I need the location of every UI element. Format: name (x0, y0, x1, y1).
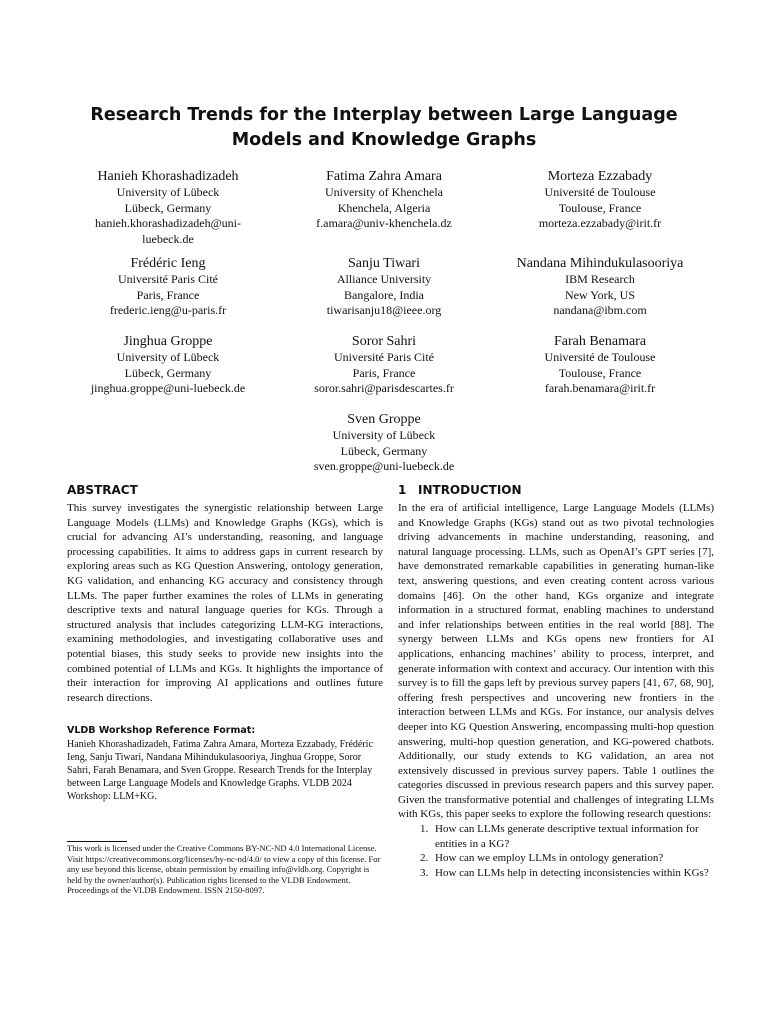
introduction-heading (398, 482, 714, 498)
author-location: Paris, France (352, 365, 416, 380)
author-name: Hanieh Khorashadizadeh (97, 169, 239, 184)
author-affiliation: IBM Research (565, 272, 635, 286)
author-name: Nandana Mihindukulasooriya (516, 256, 684, 271)
reference-format (67, 724, 383, 803)
author-name: Jinghua Groppe (123, 334, 213, 349)
author-name: Sven Groppe (347, 412, 421, 427)
question-text: How can LLMs help in detecting inconsistencies within KGs? (435, 866, 709, 879)
section-title: INTRODUCTION (418, 483, 522, 497)
author-email: morteza.ezzabady@irit.fr (538, 216, 662, 230)
question-text: How can we employ LLMs in ontology generation? (435, 852, 664, 865)
author-email: farah.benamara@irit.fr (544, 381, 656, 395)
author-name: Fatima Zahra Amara (326, 169, 442, 184)
author-card (492, 168, 708, 255)
introduction-section (398, 482, 714, 880)
author-row (60, 255, 708, 333)
author-email: jinghua.groppe@uni-luebeck.de (90, 381, 246, 395)
section-number: 1 (398, 483, 407, 497)
author-affiliation: Université de Toulouse (544, 185, 656, 199)
author-location: New York, US (564, 287, 635, 302)
introduction-text: In the era of artificial intelligence, Large Language Models (LLMs) and Knowledge Graphs (KGs) stand out as two pivotal technologies driving advancements in machine understanding, reasoning, and natural language processing. LLMs, such as OpenAI’s GPT series [7], have demonstrated remarkable capabilities in generating human-like text, answering questions, and even creating content across various domains [46]. On the other hand, KGs organize and integrate information in a structured format, enabling machines to understand and infer relationships between entities in the real world [88]. The synergy between LLMs and KGs opens new frontiers for AI applications, enhancing machines’ ability to process, interpret, and generate information with context and accuracy. Our intention with this survey is to fill the gaps left by previous survey papers [41, 67, 68, 90], offering fresh perspectives and uncovering new frontiers in the interaction between LLMs and KGs. For instance, our analysis delves deeper into KG Question Answering, encompassing multi-hop question answering, multi-hop question generation, and KG-powered chatbots. Additionally, our study extends to KG validation, an area not extensively discussed in previous survey papers. Table 1 outlines the categories discussed in previous research papers and this survey paper. Given the transformative potential and challenges of integrating LLMs with KGs, this paper seeks to explore the following research questions: (398, 502, 714, 821)
author-row (60, 168, 708, 255)
author-affiliation: Université Paris Cité (118, 272, 218, 286)
reference-format-heading: VLDB Workshop Reference Format: (67, 725, 256, 736)
author-email: sven.groppe@uni-luebeck.de (313, 459, 455, 473)
author-card (276, 333, 492, 411)
author-affiliation: Alliance University (336, 272, 432, 286)
author-email: tiwarisanju18@ieee.org (326, 303, 442, 317)
author-name: Farah Benamara (553, 334, 647, 349)
list-item (398, 851, 714, 866)
author-location: Khenchela, Algeria (337, 200, 431, 215)
author-email: frederic.ieng@u-paris.fr (109, 303, 227, 317)
license-footnote (67, 843, 383, 896)
author-card (276, 411, 492, 475)
author-location: Toulouse, France (558, 200, 642, 215)
author-location: Bangalore, India (344, 287, 424, 302)
author-list (60, 168, 708, 475)
author-location: Lübeck, Germany (124, 365, 212, 380)
author-name: Frédéric Ieng (130, 256, 206, 271)
author-row (60, 333, 708, 411)
research-questions (398, 822, 714, 880)
author-name: Morteza Ezzabady (547, 169, 653, 184)
author-affiliation: Université Paris Cité (334, 350, 434, 364)
author-affiliation: University of Khenchela (325, 185, 443, 199)
author-affiliation: University of Lübeck (116, 350, 220, 364)
question-number: 2. (420, 852, 429, 865)
list-item (398, 822, 714, 851)
reference-format-text: Hanieh Khorashadizadeh, Fatima Zahra Amara, Morteza Ezzabady, Frédéric Ieng, Sanju Tiwari, Nandana Mihindukulasooriya, Jinghua Groppe, Soror Sahri, Farah Benamara, and Sven Groppe. Research Trends for the Interplay between Large Language Models and Knowledge Graphs. VLDB 2024 Workshop: LLM+KG. (67, 739, 373, 802)
license-text: This work is licensed under the Creative Commons BY-NC-ND 4.0 International License. Visit https://creativecommons.org/licenses/by-nc-nd/4.0/ to view a copy of this license. For any use beyond this license, obtain permission by emailing info@vldb.org. Copyright is held by the owner/author(s). Publication rights licensed to the VLDB Endowment. (67, 843, 381, 885)
abstract-heading: ABSTRACT (67, 483, 138, 497)
paper-title: Research Trends for the Interplay between Large Language Models and Knowledge Graphs (90, 105, 678, 150)
question-number: 3. (420, 866, 429, 879)
author-email: nandana@ibm.com (553, 303, 647, 317)
author-email: f.amara@univ-khenchela.dz (316, 216, 452, 230)
list-item (398, 866, 714, 881)
proceedings-text: Proceedings of the VLDB Endowment. ISSN 2150-8097. (67, 885, 265, 895)
author-location: Paris, France (136, 287, 200, 302)
author-affiliation: University of Lübeck (116, 185, 220, 199)
author-email-cont: luebeck.de (142, 231, 194, 246)
question-text: How can LLMs generate descriptive textual information for entities in a KG? (435, 823, 699, 850)
author-affiliation: University of Lübeck (332, 428, 436, 442)
author-email: soror.sahri@parisdescartes.fr (314, 381, 454, 395)
author-location: Lübeck, Germany (124, 200, 212, 215)
question-number: 1. (420, 823, 429, 836)
author-row (60, 411, 708, 475)
abstract-text: This survey investigates the synergistic relationship between Large Language Models (LLMs) and Knowledge Graphs (KGs), which is crucial for advancing AI’s understanding, reasoning, and language processing capabilities. It aims to address gaps in current research by exploring areas such as KG Question Answering, ontology generation, KG validation, and enhancing KG accuracy and consistency through LLMs. The paper further examines the roles of LLMs in generating descriptive texts and natural language queries for KGs. Through a structured analysis that includes categorizing LLM-KG interactions, examining methodologies, and investigating collaborative uses and potential biases, this study seeks to provide new insights into the combined potential of LLMs and KGs. It highlights the importance of their interaction for improving AI applications and outlines future research directions. (67, 502, 383, 704)
author-name: Sanju Tiwari (348, 256, 420, 271)
author-card (492, 255, 708, 333)
author-card (60, 333, 276, 411)
author-card (60, 255, 276, 333)
author-email: hanieh.khorashadizadeh@uni- (95, 216, 241, 230)
author-card (492, 333, 708, 411)
author-location: Lübeck, Germany (340, 443, 428, 458)
author-card (276, 168, 492, 255)
author-card (276, 255, 492, 333)
abstract-section (67, 482, 383, 705)
footnote-rule (67, 841, 127, 842)
author-name: Soror Sahri (351, 334, 417, 349)
author-affiliation: Université de Toulouse (544, 350, 656, 364)
author-card (60, 168, 276, 255)
author-location: Toulouse, France (558, 365, 642, 380)
